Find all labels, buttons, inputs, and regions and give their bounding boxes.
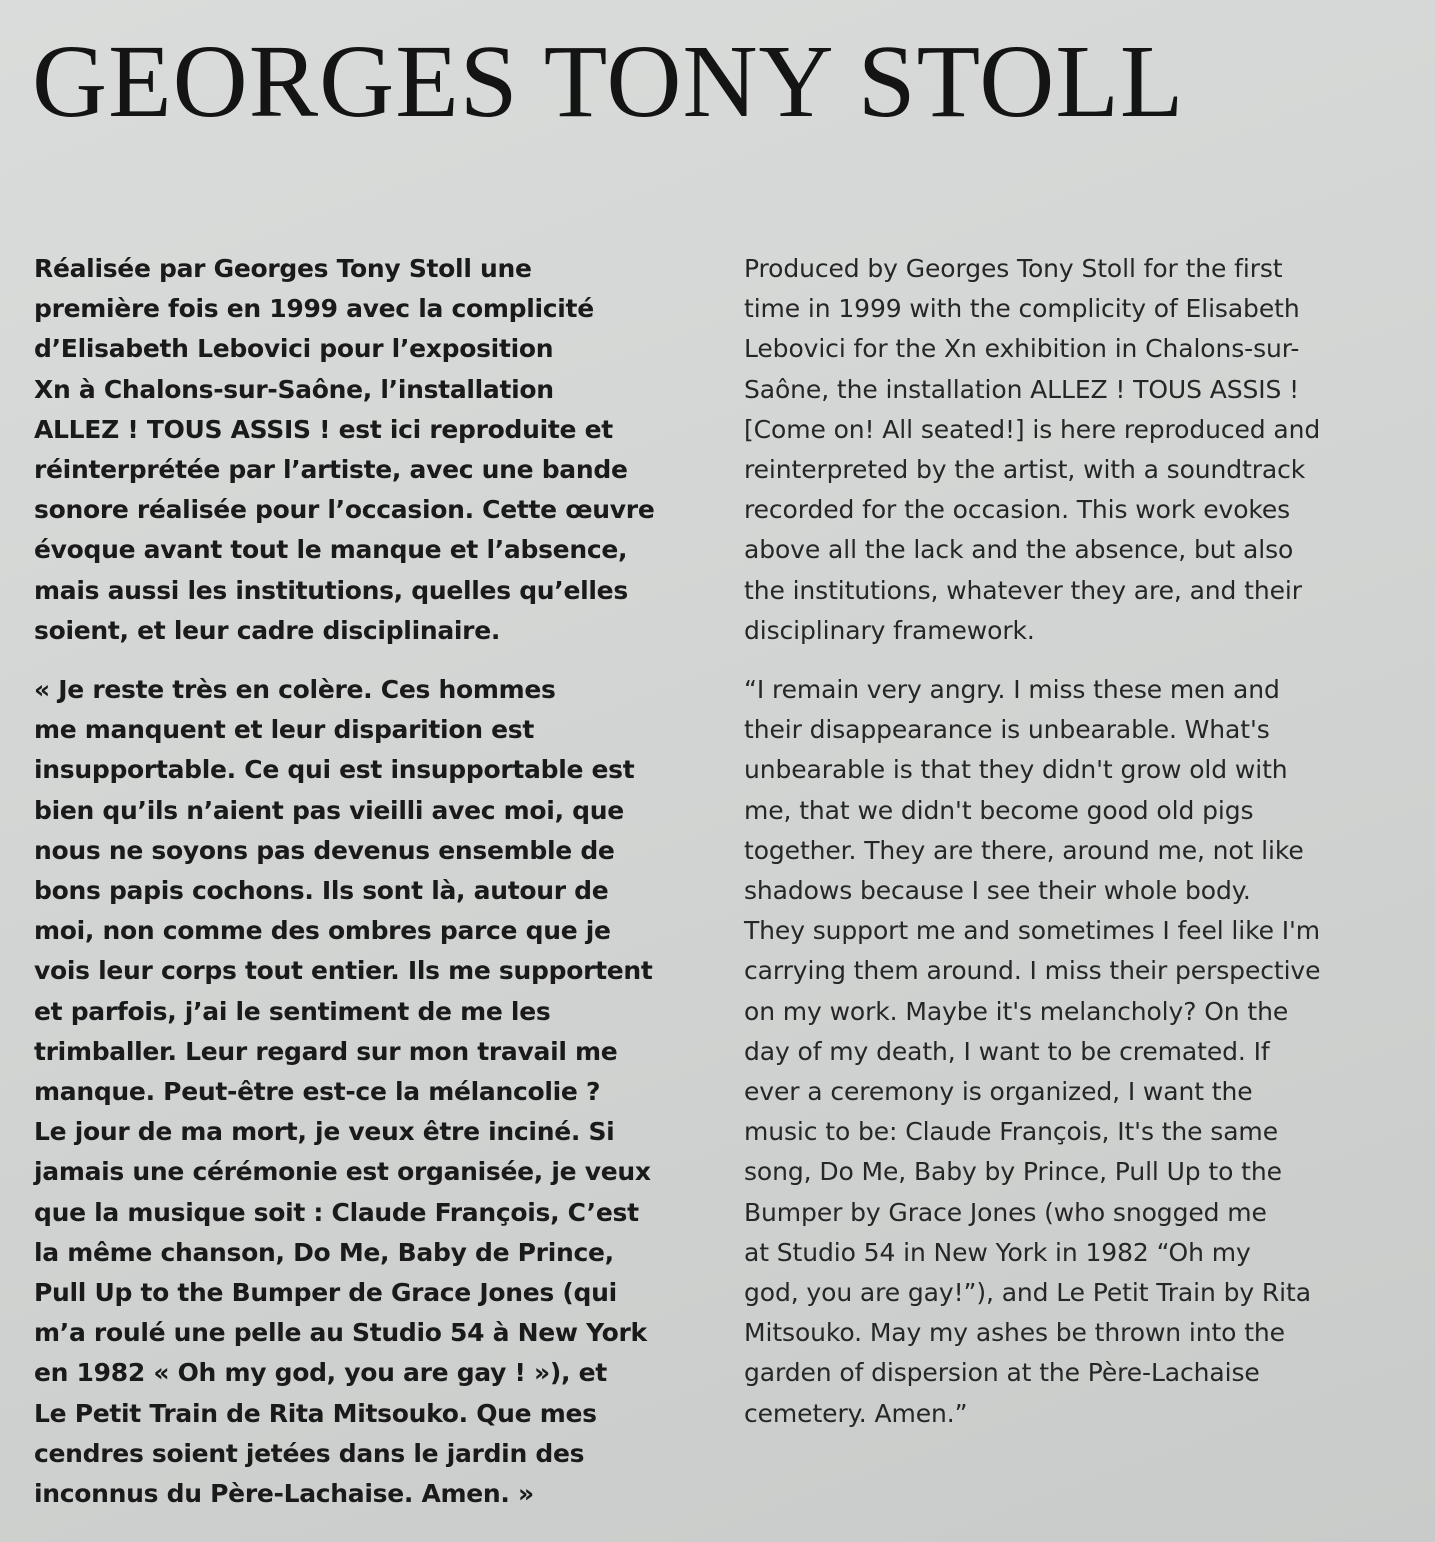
text-line: Réalisée par Georges Tony Stoll une	[34, 254, 532, 283]
text-line: carrying them around. I miss their perspective	[744, 956, 1321, 986]
text-line: the institutions, whatever they are, and their	[744, 575, 1302, 605]
text-line: évoque avant tout le manque et l’absence,	[34, 535, 628, 565]
text-line: [Come on! All seated!] is here reproduced and	[744, 414, 1321, 444]
text-line: inconnus du Père-Lachaise. Amen. »	[34, 1479, 534, 1509]
text-line: bien qu’ils n’aient pas vieilli avec moi, que	[34, 795, 624, 825]
text-line: Xn à Chalons-sur-Saône, l’installation	[34, 374, 554, 404]
text-line: Le jour de ma mort, je veux être inciné. Si	[34, 1117, 615, 1147]
text-line: unbearable is that they didn't grow old with	[744, 755, 1288, 785]
text-line: Lebovici for the Xn exhibition in Chalons-sur-	[744, 334, 1300, 364]
text-line: bons papis cochons. Ils sont là, autour de	[34, 876, 609, 906]
text-line: Pull Up to the Bumper de Grace Jones (qui	[34, 1278, 617, 1308]
text-line: day of my death, I want to be cremated. If	[744, 1036, 1270, 1066]
text-line: en 1982 « Oh my god, you are gay ! »), et	[34, 1358, 607, 1388]
text-line: garden of dispersion at the Père-Lachaise	[744, 1358, 1260, 1388]
text-line: jamais une cérémonie est organisée, je veux	[34, 1157, 651, 1187]
text-line: que la musique soit : Claude François, C’est	[34, 1197, 639, 1227]
text-line: moi, non comme des ombres parce que je	[34, 916, 611, 946]
text-line: insupportable. Ce qui est insupportable est	[34, 755, 635, 785]
text-line: song, Do Me, Baby by Prince, Pull Up to the	[744, 1157, 1282, 1187]
english-quote-paragraph	[744, 670, 1416, 1434]
french-intro-paragraph	[34, 249, 706, 651]
text-line: vois leur corps tout entier. Ils me supportent	[34, 956, 653, 986]
text-line: shadows because I see their whole body.	[744, 876, 1251, 906]
text-line: soient, et leur cadre disciplinaire.	[34, 615, 501, 645]
text-line: nous ne soyons pas devenus ensemble de	[34, 835, 615, 865]
text-line: mais aussi les institutions, quelles qu’elles	[34, 575, 628, 605]
text-line: première fois en 1999 avec la complicité	[34, 294, 594, 324]
text-line: trimballer. Leur regard sur mon travail me	[34, 1036, 618, 1066]
text-line: on my work. Maybe it's melancholy? On the	[744, 996, 1289, 1026]
text-line: reinterpreted by the artist, with a soundtrack	[744, 455, 1306, 485]
text-line: sonore réalisée pour l’occasion. Cette œuvre	[34, 495, 655, 525]
text-line: Le Petit Train de Rita Mitsouko. Que mes	[34, 1398, 597, 1428]
text-line: d’Elisabeth Lebovici pour l’exposition	[34, 334, 554, 364]
text-line: disciplinary framework.	[744, 615, 1035, 645]
english-text-column	[744, 249, 1416, 1434]
text-line: They support me and sometimes I feel like I'm	[744, 916, 1321, 946]
text-line: cendres soient jetées dans le jardin des	[34, 1438, 585, 1468]
text-line: m’a roulé une pelle au Studio 54 à New York	[34, 1318, 647, 1348]
text-line: Bumper by Grace Jones (who snogged me	[744, 1197, 1267, 1227]
text-line: cemetery. Amen.”	[744, 1398, 968, 1428]
text-line: « Je reste très en colère. Ces hommes	[34, 675, 556, 705]
text-line: Saône, the installation ALLEZ ! TOUS ASSIS !	[744, 374, 1300, 404]
text-line: music to be: Claude François, It's the same	[744, 1117, 1278, 1147]
french-quote-paragraph	[34, 670, 706, 1514]
text-line: la même chanson, Do Me, Baby de Prince,	[34, 1237, 614, 1267]
text-line: ever a ceremony is organized, I want the	[744, 1077, 1253, 1107]
text-line: et parfois, j’ai le sentiment de me les	[34, 996, 551, 1026]
text-line: above all the lack and the absence, but also	[744, 535, 1294, 565]
text-line: time in 1999 with the complicity of Elisabeth	[744, 294, 1300, 324]
text-line: at Studio 54 in New York in 1982 “Oh my	[744, 1237, 1251, 1267]
text-line: me, that we didn't become good old pigs	[744, 795, 1254, 825]
page-title: GEORGES TONY STOLL	[32, 24, 1185, 139]
text-line: ALLEZ ! TOUS ASSIS ! est ici reproduite et	[34, 414, 613, 444]
french-text-column	[34, 249, 706, 1514]
text-line: their disappearance is unbearable. What's	[744, 715, 1270, 745]
text-line: recorded for the occasion. This work evokes	[744, 495, 1291, 525]
text-line: Produced by Georges Tony Stoll for the first	[744, 254, 1283, 283]
text-line: me manquent et leur disparition est	[34, 715, 534, 745]
english-intro-paragraph	[744, 249, 1416, 651]
text-line: together. They are there, around me, not like	[744, 835, 1304, 865]
text-line: réinterprétée par l’artiste, avec une bande	[34, 455, 628, 485]
text-line: god, you are gay!”), and Le Petit Train by Rita	[744, 1278, 1311, 1308]
text-line: Mitsouko. May my ashes be thrown into the	[744, 1318, 1285, 1348]
text-line: manque. Peut-être est-ce la mélancolie ?	[34, 1077, 601, 1107]
text-line: “I remain very angry. I miss these men and	[744, 675, 1280, 705]
